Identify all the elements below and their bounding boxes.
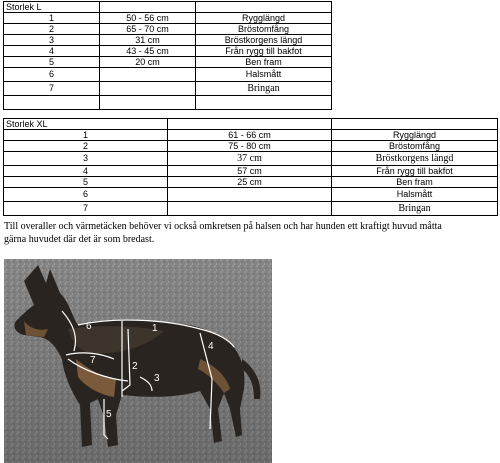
table-row: 4 57 cm Från rygg till bakfot (4, 166, 498, 177)
table-row: 5 20 cm Ben fram (4, 57, 332, 68)
size-table-l (3, 1, 332, 110)
dog-photo-graphic (4, 259, 272, 463)
table-row: 2 65 - 70 cm Bröstomfång (4, 24, 332, 35)
table-row: 4 43 - 45 cm Från rygg till bakfot (4, 46, 332, 57)
table-row: 7 Bringan (4, 202, 498, 216)
table-row: 6 Halsmått (4, 188, 498, 202)
table-row: 3 31 cm Bröstkorgens längd (4, 35, 332, 46)
note-paragraph (4, 220, 500, 246)
dog-measurement-photo (4, 259, 272, 463)
label-4: 4 (208, 341, 214, 352)
table-l-title: Storlek L (4, 2, 100, 13)
note-line-1: Till overaller och värmetäcken behöver vi också omkretsen på halsen och har hunden ett kraftigt huvud måtta (4, 221, 442, 232)
table-row: 1 50 - 56 cm Rygglängd (4, 13, 332, 24)
label-3: 3 (154, 373, 160, 384)
table-row: 2 75 - 80 cm Bröstomfång (4, 141, 498, 152)
note-line-2: gärna huvudet där det är som bredast. (4, 234, 155, 245)
label-7: 7 (90, 355, 96, 366)
size-table-xl (3, 118, 498, 216)
label-6: 6 (86, 321, 92, 332)
table-row: 5 25 cm Ben fram (4, 177, 498, 188)
table-row: 3 37 cm Bröstkorgens längd (4, 152, 498, 166)
label-2: 2 (132, 361, 138, 372)
table-row: 6 Halsmått (4, 68, 332, 82)
table-xl-title: Storlek XL (4, 119, 168, 130)
table-row: 7 Bringan (4, 82, 332, 96)
table-row-empty (4, 96, 332, 110)
label-1: 1 (152, 323, 158, 334)
label-5: 5 (106, 409, 112, 420)
table-row: 1 61 - 66 cm Rygglängd (4, 130, 498, 141)
